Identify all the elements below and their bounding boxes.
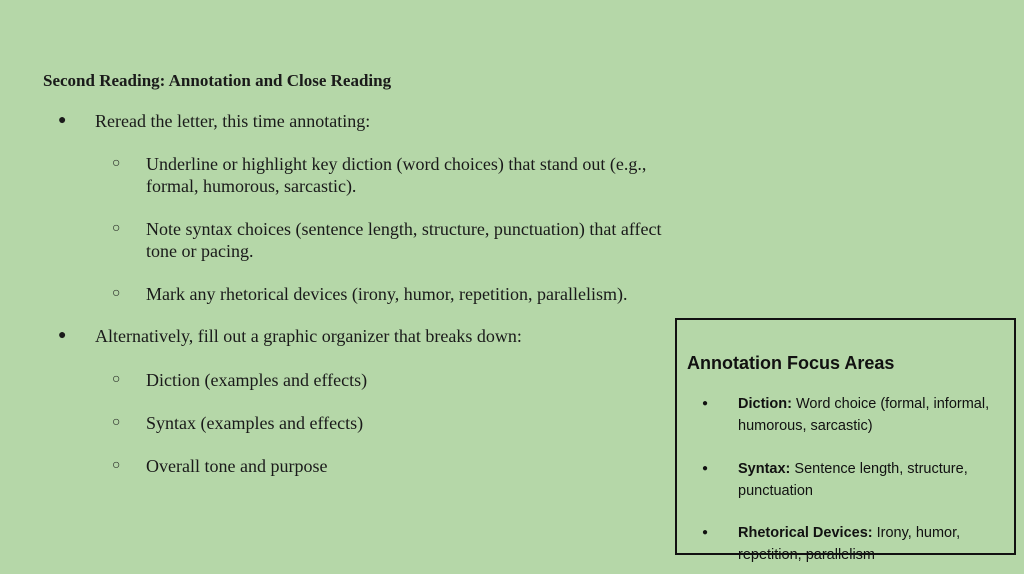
list-item-text: Reread the letter, this time annotating:: [95, 111, 371, 131]
focus-item-text: [738, 393, 998, 437]
focus-box-title: Annotation Focus Areas: [687, 353, 895, 373]
focus-item-desc: Word choice (formal, informal, humorous, sarcastic): [738, 396, 990, 434]
bullet-icon: ●: [58, 113, 67, 128]
focus-item-term: Diction:: [738, 396, 792, 412]
sub-bullet-icon: ○: [112, 221, 121, 236]
focus-item-term: Syntax:: [738, 461, 791, 477]
bullet-icon: ●: [58, 328, 67, 343]
focus-item-term: Rhetorical Devices:: [738, 525, 873, 541]
sub-list-item-text: Note syntax choices (sentence length, structure, punctuation) that affect tone or pacing.: [146, 219, 662, 261]
sub-list-item-text: Syntax (examples and effects): [146, 413, 364, 433]
sub-bullet-icon: ○: [112, 156, 121, 171]
sub-list-item-text: Diction (examples and effects): [146, 370, 368, 390]
sub-bullet-icon: ○: [112, 415, 121, 430]
slide-title: Second Reading: Annotation and Close Reading: [43, 71, 392, 90]
sub-list-item-text: Underline or highlight key diction (word choices) that stand out (e.g., formal, humorous, sarcastic).: [146, 154, 647, 196]
bullet-icon: ●: [702, 527, 709, 538]
bullet-icon: ●: [702, 463, 709, 474]
list-item-text: Alternatively, fill out a graphic organizer that breaks down:: [95, 326, 522, 346]
sub-bullet-icon: ○: [112, 458, 121, 473]
focus-item-text: [738, 458, 998, 502]
bullet-icon: ●: [702, 398, 709, 409]
focus-item-desc: Sentence length, structure, punctuation: [738, 461, 968, 499]
focus-item-text: [738, 522, 998, 566]
annotation-focus-box: [675, 318, 1016, 563]
sub-list-item-text: Overall tone and purpose: [146, 456, 328, 476]
focus-item-desc: Irony, humor, repetition, parallelism: [738, 525, 961, 563]
sub-bullet-icon: ○: [112, 286, 121, 301]
sub-bullet-icon: ○: [112, 372, 121, 387]
sub-list-item-text: Mark any rhetorical devices (irony, humor, repetition, parallelism).: [146, 284, 628, 304]
